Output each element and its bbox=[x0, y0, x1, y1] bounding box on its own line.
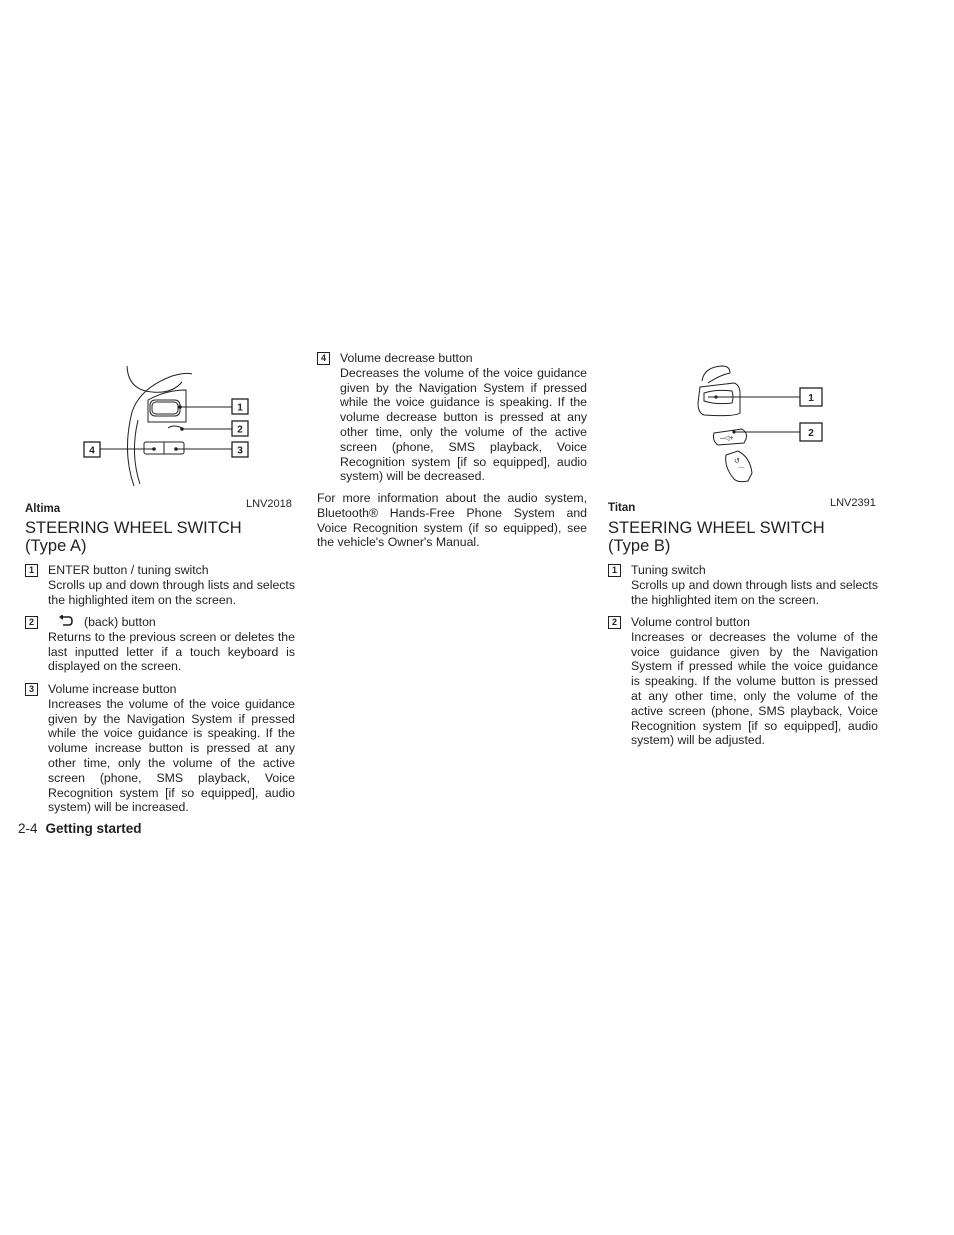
figure-callout-1: 1 bbox=[237, 402, 243, 414]
figure-code-altima: LNV2018 bbox=[246, 498, 292, 510]
heading-line-1: STEERING WHEEL SWITCH bbox=[25, 519, 242, 537]
item-number: 1 bbox=[608, 564, 621, 577]
item-title: (back) button bbox=[84, 615, 156, 629]
list-item-enter-button bbox=[25, 563, 295, 607]
item-description: Increases the volume of the voice guidance given by the Navigation System if pressed while the voice guidance is speaking. If the volume increase button is pressed at any other time, only the volume of the active screen (phone, SMS playback, Voice Recognition system [if so equipped], audio system) will be increased. bbox=[48, 696, 295, 815]
figure-callout-1: 1 bbox=[808, 393, 814, 404]
item-description: Scrolls up and down through lists and selects the highlighted item on the screen. bbox=[631, 577, 878, 607]
svg-text:–◁+: –◁+ bbox=[720, 435, 734, 442]
figure-callout-4: 4 bbox=[89, 445, 95, 457]
figure-callout-2: 2 bbox=[808, 428, 814, 439]
figure-code-titan: LNV2391 bbox=[830, 497, 876, 509]
item-description: Decreases the volume of the voice guidance given by the Navigation System if pressed while the voice guidance is speaking. If the volume decrease button is pressed at any other time, only the volume of the active screen (phone, SMS playback, Voice Recognition system [if so equipped], audio system) will be decreased. bbox=[340, 365, 587, 484]
section-heading-type-a bbox=[25, 519, 242, 555]
heading-line-2: (Type B) bbox=[608, 537, 671, 555]
item-title: ENTER button / tuning switch bbox=[48, 563, 209, 577]
altima-steering-switch-figure bbox=[82, 362, 294, 488]
back-arrow-icon bbox=[58, 615, 74, 627]
list-item-volume-increase bbox=[25, 682, 295, 815]
svg-text:↺: ↺ bbox=[734, 458, 740, 465]
page-footer bbox=[18, 821, 142, 836]
titan-steering-switch-figure bbox=[694, 363, 830, 487]
item-title: Tuning switch bbox=[631, 563, 706, 577]
figure-caption-titan: Titan bbox=[608, 502, 636, 514]
item-title: Volume decrease button bbox=[340, 351, 473, 365]
section-heading-type-b bbox=[608, 519, 825, 555]
item-number: 3 bbox=[25, 683, 38, 696]
heading-line-2: (Type A) bbox=[25, 537, 87, 555]
item-number: 4 bbox=[317, 352, 330, 365]
svg-text:⌒: ⌒ bbox=[738, 468, 745, 475]
figure-callout-2: 2 bbox=[237, 424, 243, 436]
item-title-row bbox=[48, 615, 295, 630]
list-item-volume-decrease bbox=[317, 351, 587, 484]
item-number: 2 bbox=[25, 616, 38, 629]
item-title: Volume control button bbox=[631, 615, 750, 629]
list-item-tuning-switch bbox=[608, 563, 878, 607]
item-title: Volume increase button bbox=[48, 682, 177, 696]
figure-caption-altima: Altima bbox=[25, 503, 61, 515]
list-item-back-button bbox=[25, 615, 295, 674]
figure-callout-3: 3 bbox=[237, 445, 243, 457]
item-description: Scrolls up and down through lists and selects the highlighted item on the screen. bbox=[48, 577, 295, 607]
item-number: 2 bbox=[608, 616, 621, 629]
heading-line-1: STEERING WHEEL SWITCH bbox=[608, 519, 825, 537]
item-description: Returns to the previous screen or deletes the last inputted letter if a touch keyboard is displayed on the screen. bbox=[48, 629, 295, 674]
item-description: Increases or decreases the volume of the voice guidance given by the Navigation System if pressed while the voice guidance is speaking. If the volume button is pressed at any other time, only the volume of the active screen (phone, SMS playback, Voice Recognition system [if so equipped], audio system) will be adjusted. bbox=[631, 629, 878, 748]
list-item-volume-control bbox=[608, 615, 878, 748]
more-info-paragraph: For more information about the audio system, Bluetooth® Hands-Free Phone System and Voice Recognition system (if so equipped), see the vehicle's Owner's Manual. bbox=[317, 491, 587, 550]
page-number: 2-4 bbox=[18, 821, 38, 836]
section-title: Getting started bbox=[45, 821, 142, 836]
item-number: 1 bbox=[25, 564, 38, 577]
